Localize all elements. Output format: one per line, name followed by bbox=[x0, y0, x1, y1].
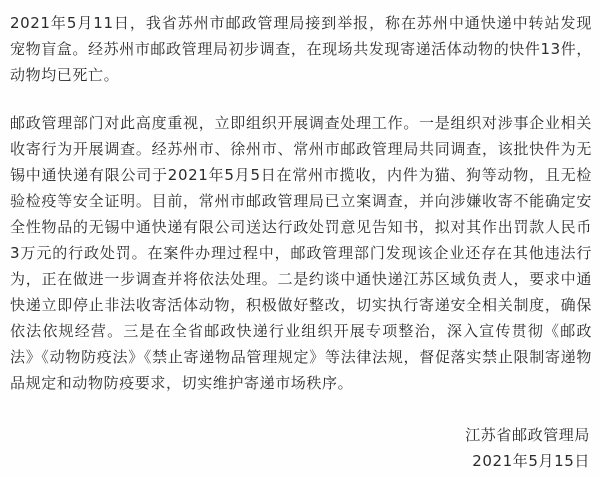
signature-block bbox=[465, 422, 590, 474]
issue-date: 2021年5月15日 bbox=[472, 452, 590, 470]
paragraph-response: 邮政管理部门对此高度重视，立即组织开展调查处理工作。一是组织对涉事企业相关收寄行为开展调查。经苏州市、徐州市、常州市邮政管理局共同调查，该批快件为无锡中通快递有限公司于2021年5月5日在常州市揽收，内件为猫、狗等动物，且无检验检疫等安全证明。目前，常州市邮政管理局已立案调查，并向涉嫌收寄不能确定安全性物品的无锡中通快递有限公司送达行政处罚意见告知书，拟对其作出罚款人民币3万元的行政处罚。在案件办理过程中，邮政管理部门发现该企业还存在其他违法行为，正在做进一步调查并将依法处理。二是约谈中通快递江苏区域负责人，要求中通快递立即停止非法收寄活体动物，积极做好整改，切实执行寄递安全相关制度，确保依法依规经营。三是在全省邮政快递行业组织开展专项整治，深入宣传贯彻《邮政法》《动物防疫法》《禁止寄递物品管理规定》等法律法规，督促落实禁止限制寄递物品规定和动物防疫要求，切实维护寄递市场秩序。 bbox=[10, 114, 592, 392]
issuing-organization: 江苏省邮政管理局 bbox=[465, 426, 590, 444]
paragraph-incident: 2021年5月11日，我省苏州市邮政管理局接到举报，称在苏州中通快递中转站发现宠物盲盒。经苏州市邮政管理局初步调查，在现场共发现寄递活体动物的快件13件，动物均已死亡。 bbox=[10, 14, 592, 84]
